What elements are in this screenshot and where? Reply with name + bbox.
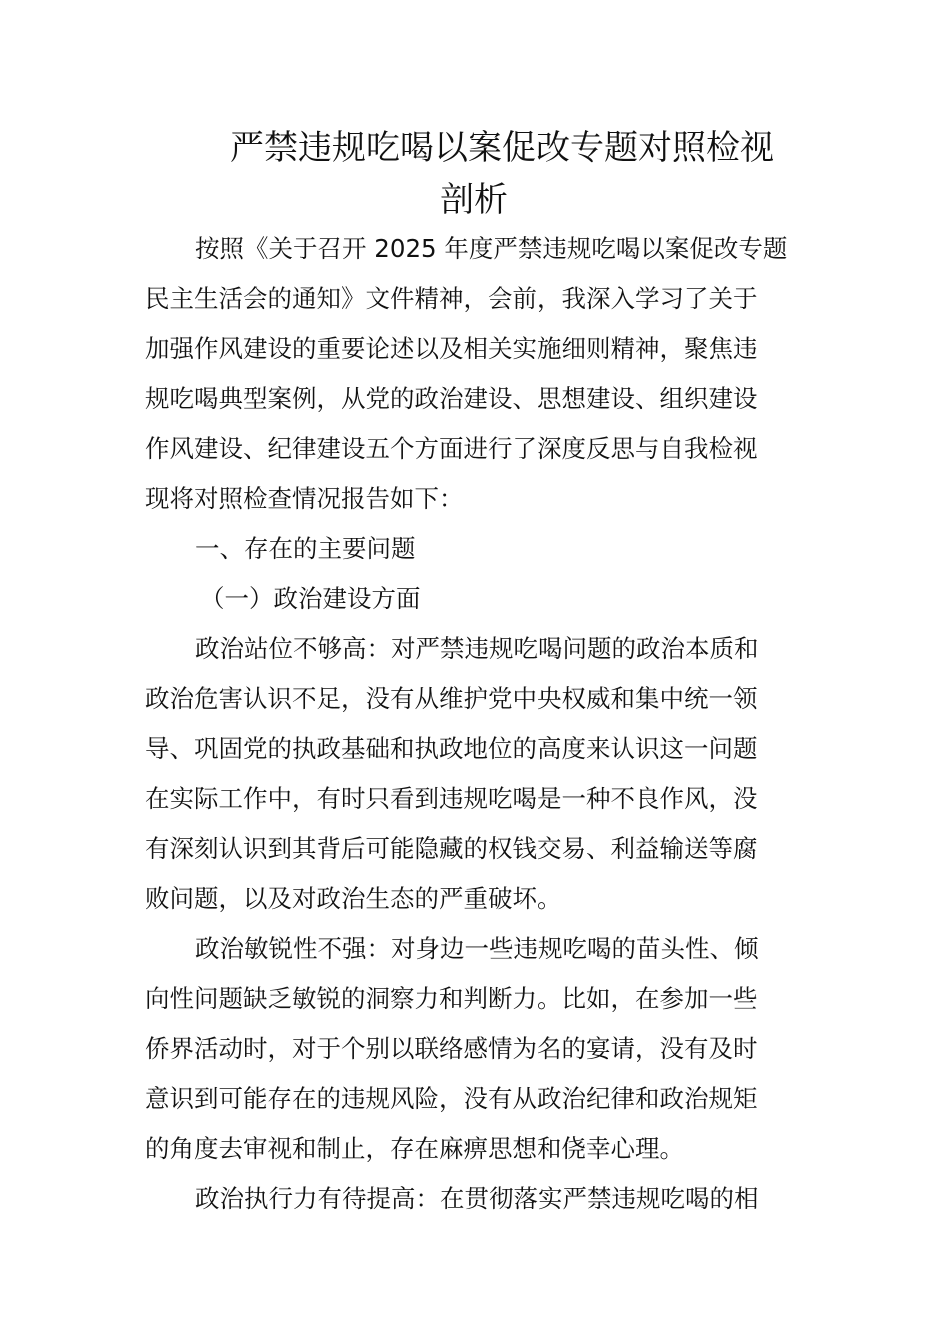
section-heading: 一、存在的主要问题 <box>195 534 416 563</box>
paragraph-line: 加强作风建设的重要论述以及相关实施细则精神，聚焦违 <box>145 334 758 363</box>
paragraph-line: 按照《关于召开 2025 年度严禁违规吃喝以案促改专题 <box>195 234 788 263</box>
paragraph-line: 政治执行力有待提高：在贯彻落实严禁违规吃喝的相 <box>195 1184 759 1213</box>
paragraph-line: 侨界活动时，对于个别以联络感情为名的宴请，没有及时 <box>145 1034 758 1063</box>
paragraph-line: 民主生活会的通知》文件精神，会前，我深入学习了关于 <box>145 284 758 313</box>
paragraph-line: 的角度去审视和制止，存在麻痹思想和侥幸心理。 <box>145 1134 684 1163</box>
paragraph-line: 在实际工作中，有时只看到违规吃喝是一种不良作风，没 <box>145 784 758 813</box>
subsection-heading: （一）政治建设方面 <box>200 584 421 613</box>
paragraph-line: 导、巩固党的执政基础和执政地位的高度来认识这一问题 <box>145 734 758 763</box>
paragraph-line: 向性问题缺乏敏锐的洞察力和判断力。比如，在参加一些 <box>145 984 758 1013</box>
paragraph-line: 政治站位不够高：对严禁违规吃喝问题的政治本质和 <box>195 634 759 663</box>
paragraph-line: 作风建设、纪律建设五个方面进行了深度反思与自我检视 <box>145 434 758 463</box>
paragraph-line: 败问题，以及对政治生态的严重破坏。 <box>145 884 562 913</box>
paragraph-line: 规吃喝典型案例，从党的政治建设、思想建设、组织建设 <box>145 384 758 413</box>
paragraph-line: 政治敏锐性不强：对身边一些违规吃喝的苗头性、倾 <box>195 934 759 963</box>
paragraph-line: 政治危害认识不足，没有从维护党中央权威和集中统一领 <box>145 684 758 713</box>
paragraph-line: 现将对照检查情况报告如下： <box>145 484 464 513</box>
paragraph-line: 有深刻认识到其背后可能隐藏的权钱交易、利益输送等腐 <box>145 834 758 863</box>
paragraph-line: 意识到可能存在的违规风险，没有从政治纪律和政治规矩 <box>145 1084 758 1113</box>
document-title-line-1: 严禁违规吃喝以案促改专题对照检视 <box>230 128 774 168</box>
document-title-line-2: 剖析 <box>440 180 508 220</box>
